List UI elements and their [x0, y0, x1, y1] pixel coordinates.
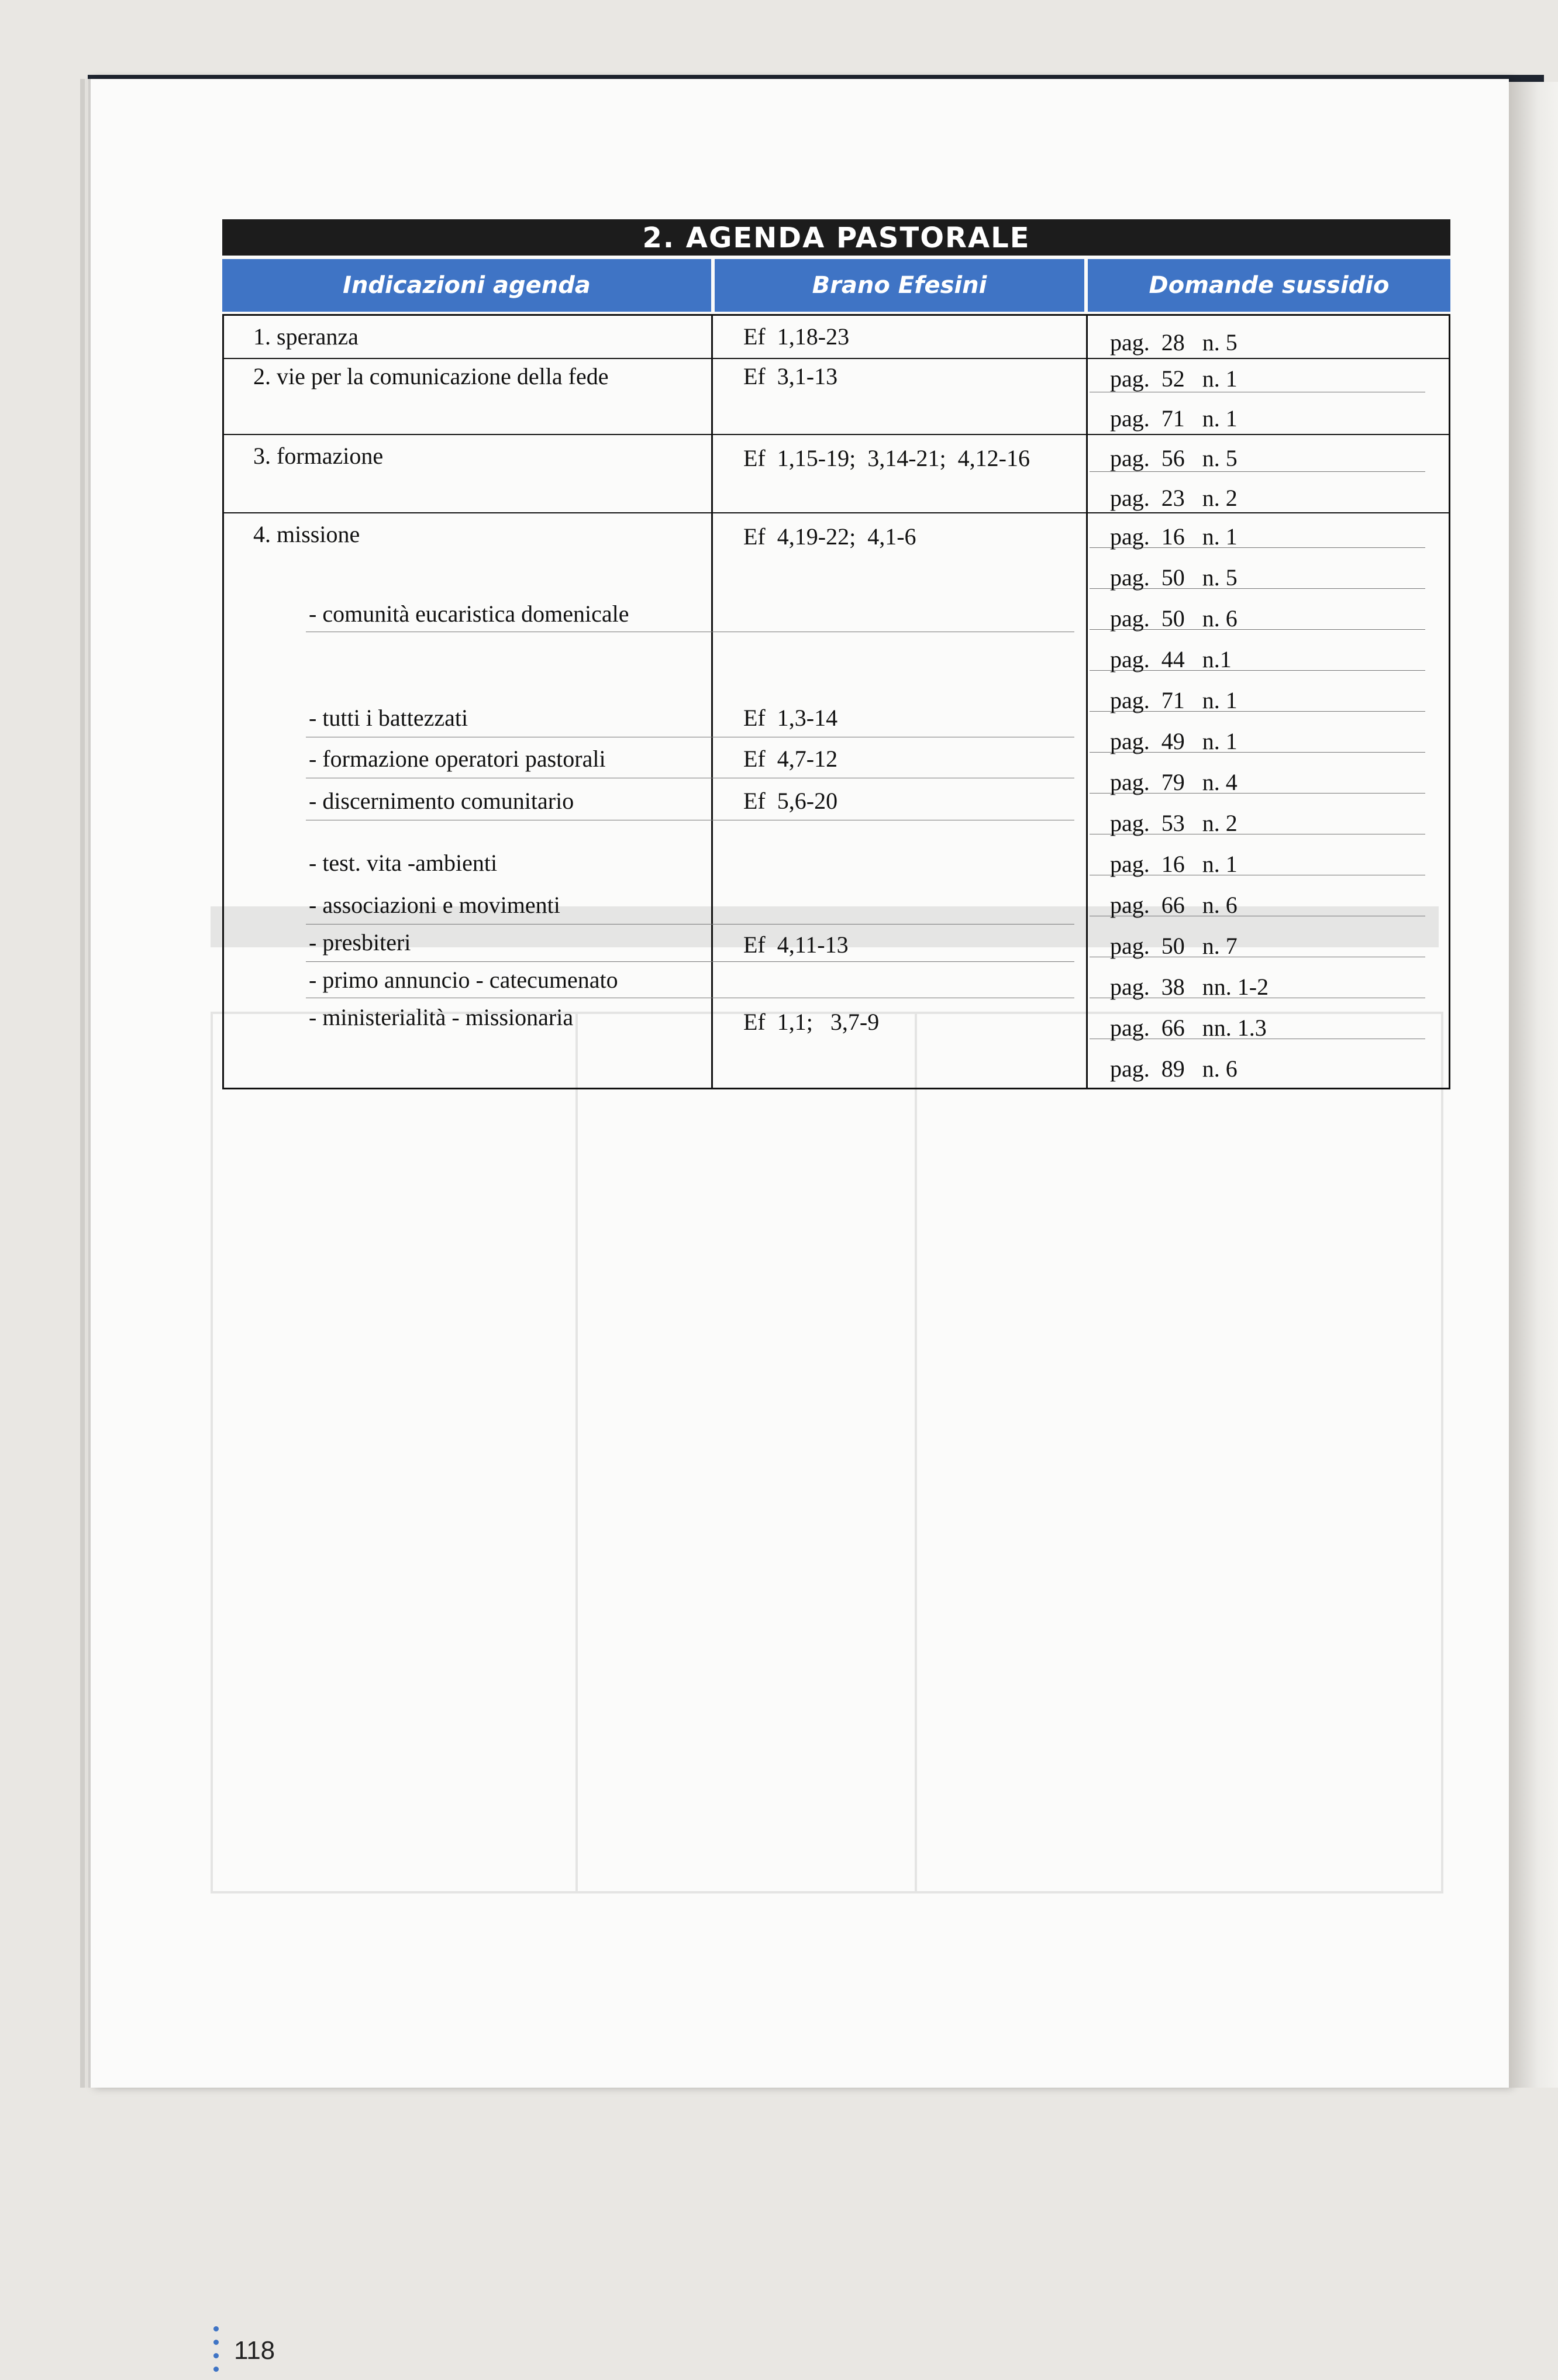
row-divider [224, 358, 1449, 359]
agenda-cell: 2. vie per la comunicazione della fede [253, 363, 609, 389]
domande-cell: pag. 16 n. 1 [1110, 523, 1238, 550]
domande-cell: pag. 23 n. 2 [1110, 485, 1238, 511]
row-divider [224, 512, 1449, 513]
subrow-agenda: - comunità eucaristica domenicale [309, 601, 629, 627]
domande-cell: pag. 56 n. 5 [1110, 445, 1238, 471]
header-domande: Domande sussidio [1088, 259, 1450, 312]
agenda-table-section [222, 219, 1450, 1089]
cell-divider [306, 924, 1074, 925]
domande-cell: pag. 50 n. 7 [1110, 933, 1238, 959]
domande-cell: pag. 53 n. 2 [1110, 810, 1238, 836]
page-number: 118 [234, 2336, 275, 2365]
cell-divider [1090, 471, 1425, 472]
domande-cell: pag. 44 n.1 [1110, 646, 1232, 672]
subrow-agenda: - test. vita -ambienti [309, 850, 498, 876]
subrow-agenda: - associazioni e movimenti [309, 892, 560, 918]
header-indicazioni: Indicazioni agenda [222, 259, 711, 312]
domande-cell: pag. 50 n. 5 [1110, 564, 1238, 591]
agenda-cell: 3. formazione [253, 443, 384, 469]
row-divider [224, 434, 1449, 435]
header-brano: Brano Efesini [715, 259, 1084, 312]
domande-cell: pag. 79 n. 4 [1110, 769, 1238, 795]
brano-cell: Ef 1,3-14 [743, 705, 838, 731]
domande-cell: pag. 38 nn. 1-2 [1110, 974, 1269, 1000]
brano-cell: Ef 5,6-20 [743, 788, 838, 814]
subrow-agenda: - primo annuncio - catecumenato [309, 967, 618, 993]
subrow-agenda: - discernimento comunitario [309, 788, 574, 814]
section-title: 2. AGENDA PASTORALE [222, 219, 1450, 256]
brano-cell: Ef 1,1; 3,7-9 [743, 1009, 880, 1035]
subrow-agenda: - presbiteri [309, 929, 411, 956]
domande-cell: pag. 71 n. 1 [1110, 687, 1238, 713]
brano-cell: Ef 1,15-19; 3,14-21; 4,12-16 [743, 445, 1030, 471]
subrow-agenda: - tutti i battezzati [309, 705, 468, 731]
domande-cell: pag. 49 n. 1 [1110, 728, 1238, 754]
subrow-agenda: - ministerialità - missionaria [309, 1004, 574, 1030]
domande-cell: pag. 66 n. 6 [1110, 892, 1238, 918]
domande-cell: pag. 89 n. 6 [1110, 1056, 1238, 1082]
domande-cell: pag. 66 nn. 1.3 [1110, 1015, 1267, 1041]
column-divider [1086, 316, 1088, 1088]
brano-cell: Ef 1,18-23 [743, 323, 850, 350]
agenda-cell: 4. missione [253, 521, 360, 547]
brano-cell: Ef 3,1-13 [743, 363, 838, 389]
domande-cell: pag. 71 n. 1 [1110, 405, 1238, 432]
column-divider [711, 316, 713, 1088]
table-header [222, 259, 1450, 312]
brano-cell: Ef 4,7-12 [743, 746, 838, 772]
domande-cell: pag. 52 n. 1 [1110, 365, 1238, 392]
subrow-agenda: - formazione operatori pastorali [309, 746, 606, 772]
brano-cell: Ef 4,19-22; 4,1-6 [743, 523, 916, 550]
brano-cell: Ef 4,11-13 [743, 932, 849, 958]
page-number-dots [213, 2326, 220, 2380]
domande-cell: pag. 50 n. 6 [1110, 605, 1238, 632]
book-page-edge [1509, 82, 1558, 2088]
agenda-table [222, 314, 1450, 1089]
domande-cell: pag. 16 n. 1 [1110, 851, 1238, 877]
agenda-cell: 1. speranza [253, 323, 359, 350]
cell-divider [306, 961, 1074, 962]
domande-cell: pag. 28 n. 5 [1110, 329, 1238, 356]
